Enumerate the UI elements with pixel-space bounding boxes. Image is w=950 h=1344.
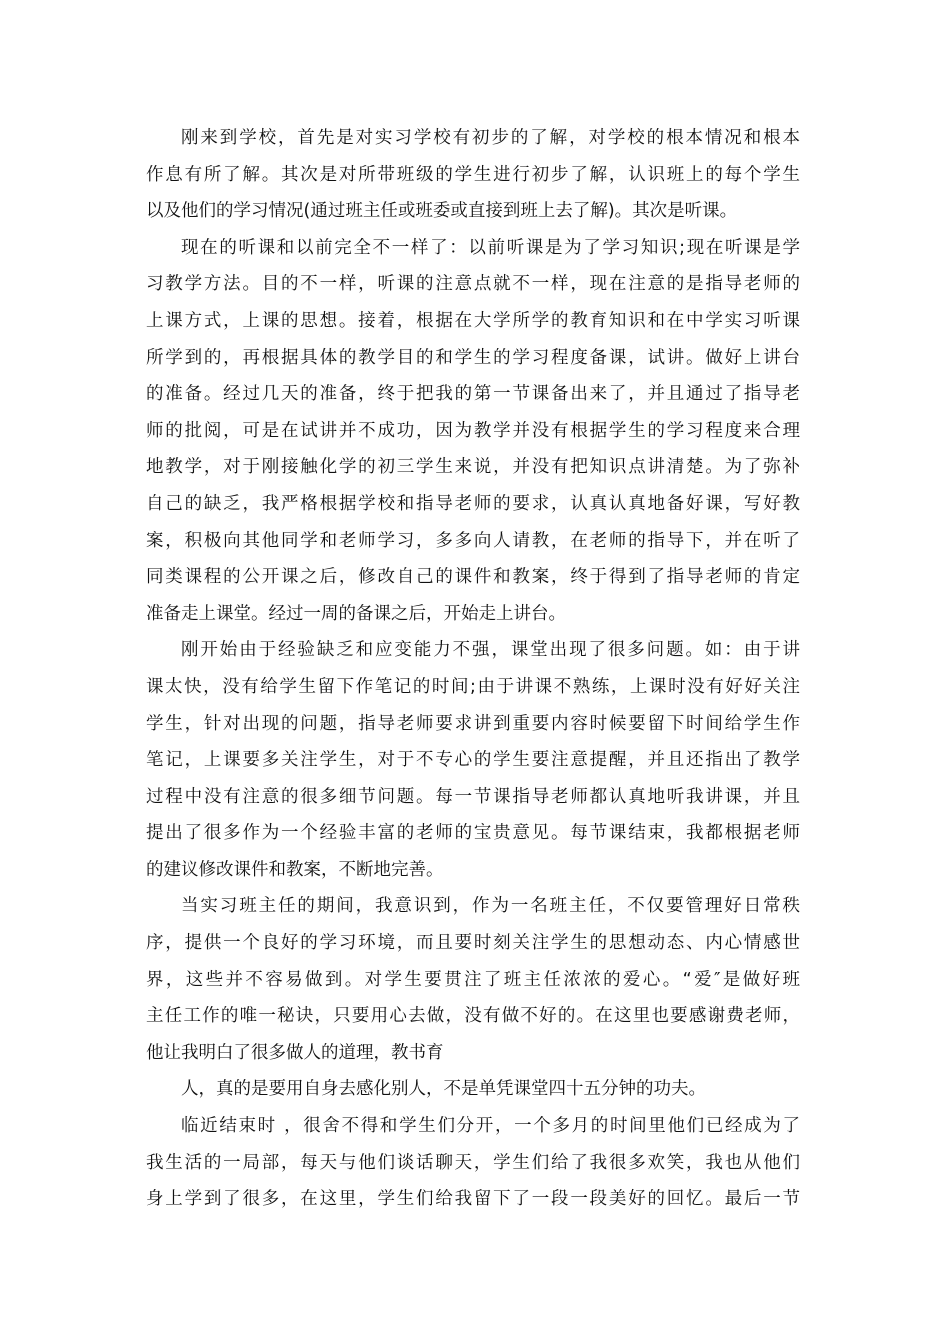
paragraph-3 <box>146 632 800 888</box>
text-line: 习教学方法。目的不一样，听课的注意点就不一样，现在注意的是指导老师的 <box>146 274 800 295</box>
text-line: 界，这些并不容易做到。对学生要贯注了班主任浓浓的爱心。“爱″是做好班 <box>146 969 800 990</box>
text-line: 人，真的是要用自身去感化别人，不是单凭课堂四十五分钟的功夫。 <box>181 1079 706 1100</box>
text-line: 提出了很多作为一个经验丰富的老师的宝贵意见。每节课结束，我都根据老师 <box>146 823 800 844</box>
text-line: 主任工作的唯一秘诀，只要用心去做，没有做不好的。在这里也要感谢费老师， <box>146 1006 800 1027</box>
text-line: 自己的缺乏，我严格根据学校和指导老师的要求，认真认真地备好课，写好教 <box>146 493 800 514</box>
text-line: 地教学，对于刚接触化学的初三学生来说，并没有把知识点讲清楚。为了弥补 <box>146 457 800 478</box>
text-line: 笔记，上课要多关注学生，对于不专心的学生要注意提醒，并且还指出了教学 <box>146 750 800 771</box>
text-line: 课太快，没有给学生留下作笔记的时间;由于讲课不熟练，上课时没有好好关注 <box>146 676 800 697</box>
text-line: 准备走上课堂。经过一周的备课之后，开始走上讲台。 <box>146 603 566 624</box>
paragraph-5 <box>146 1071 800 1108</box>
text-line: 他让我明白了很多做人的道理，教书育 <box>146 1042 444 1063</box>
paragraph-1 <box>146 120 800 230</box>
text-line: 的建议修改课件和教案，不断地完善。 <box>146 859 444 880</box>
text-line: 临近结束时 ，很舍不得和学生们分开，一个多月的时间里他们已经成为了 <box>181 1116 800 1137</box>
text-line: 作息有所了解。其次是对所带班级的学生进行初步了解，认识班上的每个学生 <box>146 164 800 185</box>
text-line: 案，积极向其他同学和老师学习，多多向人请教，在老师的指导下，并在听了 <box>146 530 800 551</box>
paragraph-4 <box>146 888 800 1071</box>
document-body <box>146 120 800 1218</box>
text-line: 刚来到学校，首先是对实习学校有初步的了解，对学校的根本情况和根本 <box>181 128 800 148</box>
text-line: 学生，针对出现的问题，指导老师要求讲到重要内容时候要留下时间给学生作 <box>146 713 800 734</box>
paragraph-6 <box>146 1108 800 1218</box>
text-line: 以及他们的学习情况(通过班主任或班委或直接到班上去了解)。其次是听课。 <box>146 201 738 222</box>
text-line: 过程中没有注意的很多细节问题。每一节课指导老师都认真地听我讲课，并且 <box>146 786 800 807</box>
text-line: 当实习班主任的期间，我意识到，作为一名班主任，不仅要管理好日常秩 <box>181 896 800 917</box>
text-line: 上课方式，上课的思想。接着，根据在大学所学的教育知识和在中学实习听课 <box>146 310 800 331</box>
text-line: 同类课程的公开课之后，修改自己的课件和教案，终于得到了指导老师的肯定 <box>146 567 800 588</box>
text-line: 我生活的一局部，每天与他们谈话聊天，学生们给了我很多欢笑，我也从他们 <box>146 1152 800 1173</box>
text-line: 刚开始由于经验缺乏和应变能力不强，课堂出现了很多问题。如：由于讲 <box>181 640 800 661</box>
paragraph-2 <box>146 230 800 633</box>
text-line: 序，提供一个良好的学习环境，而且要时刻关注学生的思想动态、内心情感世 <box>146 933 800 954</box>
text-line: 的准备。经过几天的准备，终于把我的第一节课备出来了，并且通过了指导老 <box>146 384 800 405</box>
text-line: 师的批阅，可是在试讲并不成功，因为教学并没有根据学生的学习程度来合理 <box>146 420 800 441</box>
text-line: 所学到的，再根据具体的教学目的和学生的学习程度备课，试讲。做好上讲台 <box>146 347 800 368</box>
text-line: 身上学到了很多，在这里，学生们给我留下了一段一段美好的回忆。最后一节 <box>146 1189 800 1210</box>
text-line: 现在的听课和以前完全不一样了：以前听课是为了学习知识;现在听课是学 <box>181 237 800 258</box>
